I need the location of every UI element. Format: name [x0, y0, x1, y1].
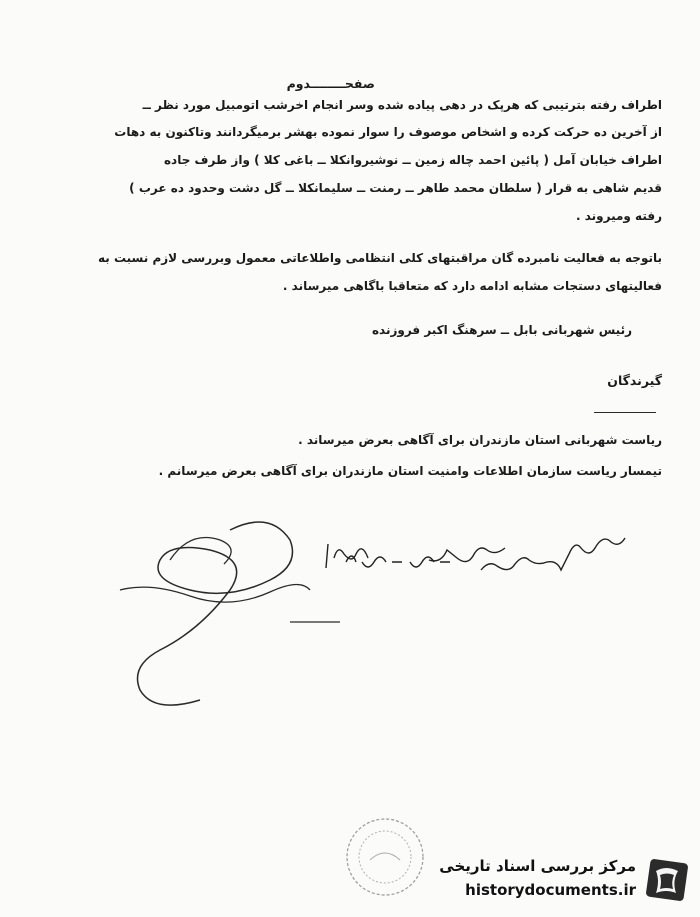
body-line-1: اطراف رفته بترتیبی که هرپک در دهی پیاده شده وسر انجام اخرشب اتومبیل مورد نظر ــ — [142, 98, 662, 112]
handwritten-note-icon — [300, 518, 630, 598]
recipient-line-2: تیمسار ریاست سازمان اطلاعات وامنیت استان مازندران برای آگاهی بعرض میرسانم . — [158, 464, 662, 478]
signature-icon — [110, 500, 340, 710]
archive-logo-icon — [642, 855, 692, 905]
body-line-2: از آخرین ده حرکت کرده و اشخاص موصوف را سوار نموده بهشر برمیگردانند وتاکنون به دهات — [114, 125, 662, 139]
signoff-line: رئیس شهربانی بابل ــ سرهنگ اکبر فروزنده — [371, 323, 632, 337]
recipients-underline — [594, 412, 656, 413]
body-line-4: قدیم شاهی به قرار ( سلطان محمد طاهر ــ رمنت ــ سلیمانکلا ــ گل دشت وحدود ده عرب ) — [129, 181, 662, 195]
page-label: صفحــــــــدوم — [286, 76, 375, 91]
body-line-7: فعالیتهای دستجات مشابه ادامه دارد که متعاقبا باگاهی میرساند . — [282, 279, 662, 293]
watermark-url: historydocuments.ir — [465, 881, 636, 899]
recipients-heading: گیرندگان — [607, 373, 662, 388]
body-line-3: اطراف خیابان آمل ( پائین احمد چاله زمین ــ نوشیروانکلا ــ باغی کلا ) واز طرف جاده — [163, 153, 662, 167]
watermark — [422, 853, 692, 909]
body-line-5: رفته ومیروند . — [575, 209, 662, 223]
recipient-line-1: ریاست شهربانی استان مازندران برای آگاهی بعرض میرساند . — [298, 433, 662, 447]
body-line-6: باتوجه به فعالیت نامبرده گان مراقبتهای کلی انتظامی واطلاعاتی معمول وبررسی لازم نسبت به — [97, 251, 662, 265]
watermark-title: مرکز بررسی اسناد تاریخی — [439, 857, 636, 875]
stamp-icon — [340, 812, 430, 902]
